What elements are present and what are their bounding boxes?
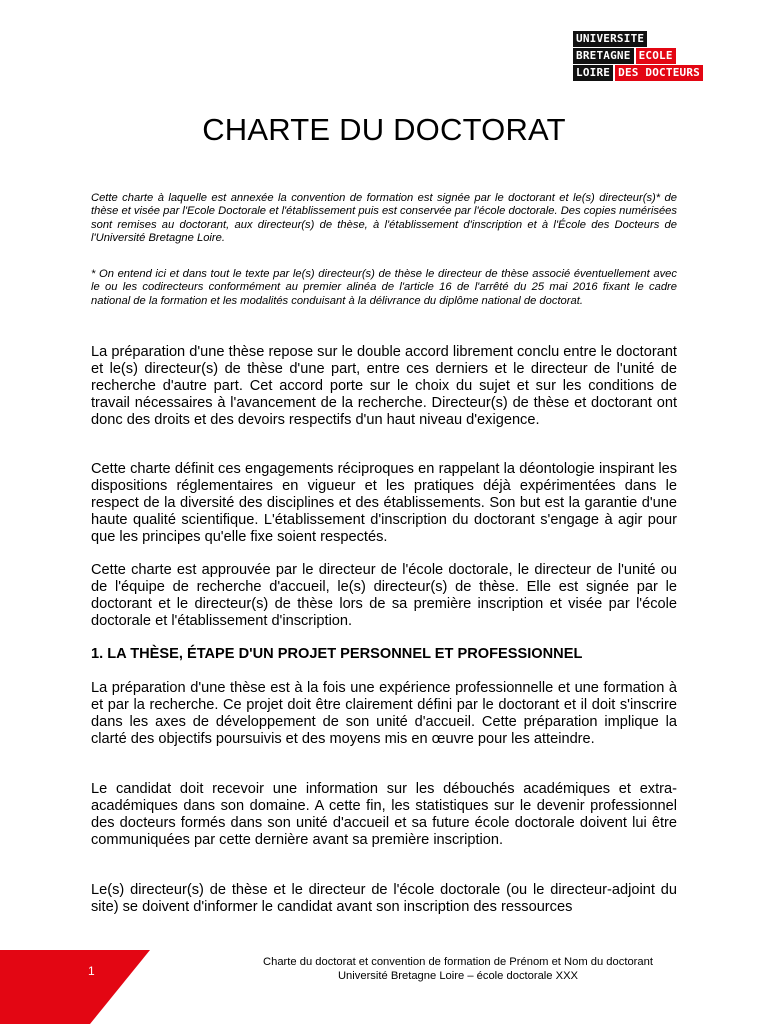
footer-red-triangle — [0, 950, 150, 1024]
logo-ecole: ECOLE — [636, 48, 676, 64]
body-paragraph: Cette charte définit ces engagements réciproques en rappelant la déontologie inspirant les dispositions réglementaires en vigueur et les pratiques déjà expérimentées dans le respect de la diversité des disciplines et des établissements. Son but est la garantie d'une haute qualité scientifique. L'établissement d'inscription du doctorant s'engage à agir pour que les principes qu'elle fixe soient respectés. — [91, 461, 677, 545]
logo-bretagne: BRETAGNE — [573, 48, 634, 64]
document-title: CHARTE DU DOCTORAT — [202, 112, 566, 147]
logo-universite: UNIVERSITE — [573, 31, 647, 47]
body-paragraph: La préparation d'une thèse repose sur le double accord librement conclu entre le doctorant et le(s) directeur(s) de thèse d'une part, entre ces derniers et le directeur de l'unité de recherche d'autre part. Cet accord porte sur le choix du sujet et sur les conditions de travail nécessaires à l'avancement de la recherche. Directeur(s) de thèse et doctorant ont donc des droits et des devoirs respectifs d'un haut niveau d'exigence. — [91, 344, 677, 428]
body-paragraph: La préparation d'une thèse est à la fois une expérience professionnelle et une formation à et par la recherche. Ce projet doit être clairement défini par le doctorant et il doit s'inscrire dans les axes de développement de son unité d'accueil. Cette préparation implique la clarté des objectifs poursuivis et des moyens mis en œuvre pour les atteindre. — [91, 680, 677, 747]
body-paragraph: Cette charte est approuvée par le directeur de l'école doctorale, le directeur de l'unité ou de l'équipe de recherche d'accueil, le(s) directeur(s) de thèse. Elle est signée par le doctorant et le directeur(s) de thèse lors de sa première inscription et visée par l'école doctorale et l'établissement d'inscription. — [91, 562, 677, 629]
body-paragraph: Le(s) directeur(s) de thèse et le directeur de l'école doctorale (ou le directeur-adjoint du site) se doivent d'informer le candidat avant son inscription des ressources — [91, 882, 677, 915]
logo-loire: LOIRE — [573, 65, 613, 81]
universite-bretagne-loire-logo — [573, 31, 716, 82]
section-heading: 1. LA THÈSE, ÉTAPE D'UN PROJET PERSONNEL ET PROFESSIONNEL — [91, 646, 583, 662]
page-number: 1 — [88, 964, 95, 978]
intro-footnote: * On entend ici et dans tout le texte par le(s) directeur(s) de thèse le directeur de thèse associé éventuellement avec le ou les codirecteurs conformément au premier alinéa de l'article 16 de l'arrêté du 25 mai 2016 fixant le cadre national de la formation et les modalités conduisant à la délivrance du diplôme national de doctorat. — [91, 268, 677, 307]
body-paragraph: Le candidat doit recevoir une information sur les débouchés académiques et extra-académiques dans son domaine. A cette fin, les statistiques sur le devenir professionnel des docteurs formés dans son unité d'accueil et sa future école doctorale doivent lui être communiquées par cette dernière avant sa première inscription. — [91, 781, 677, 848]
logo-des-docteurs: DES DOCTEURS — [615, 65, 703, 81]
footer-line-1: Charte du doctorat et convention de formation de Prénom et Nom du doctorant — [263, 956, 653, 968]
intro-paragraph: Cette charte à laquelle est annexée la convention de formation est signée par le doctorant et le(s) directeur(s)* de thèse et visée par l'Ecole Doctorale et l'établissement puis est conservée par l'école doctorale. Des copies numérisées sont remises au doctorant, aux directeur(s) de thèse, à l'établissement d'inscription et à l'École des Docteurs de l'Université Bretagne Loire. — [91, 192, 677, 245]
page-footer — [150, 956, 766, 983]
footer-line-2: Université Bretagne Loire – école doctorale XXX — [337, 969, 579, 982]
